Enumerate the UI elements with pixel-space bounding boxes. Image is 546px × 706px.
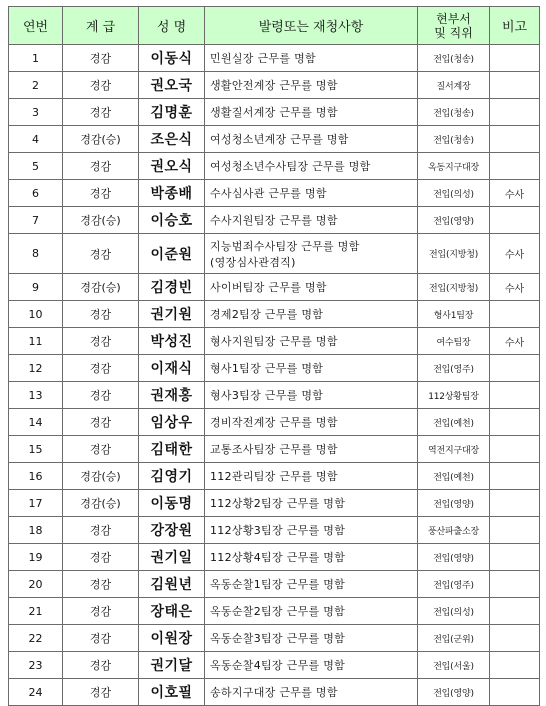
row-position: 형사1팀장 <box>418 301 490 328</box>
row-number: 17 <box>9 490 63 517</box>
row-note: 수사 <box>490 180 540 207</box>
row-description <box>205 625 418 652</box>
row-number: 15 <box>9 436 63 463</box>
row-position: 여수팀장 <box>418 328 490 355</box>
table-row <box>9 99 540 126</box>
row-note <box>490 355 540 382</box>
table-row <box>9 382 540 409</box>
personnel-table-container <box>8 6 540 706</box>
row-description-text: 경제2팀장 근무를 명함 <box>210 308 324 321</box>
table-row <box>9 436 540 463</box>
row-note <box>490 598 540 625</box>
row-number: 9 <box>9 274 63 301</box>
row-description-text: 112상황3팀장 근무를 명함 <box>210 524 346 537</box>
row-number: 10 <box>9 301 63 328</box>
table-row <box>9 490 540 517</box>
row-number: 2 <box>9 72 63 99</box>
header-no: 연번 <box>9 7 63 45</box>
row-description <box>205 45 418 72</box>
header-desc: 발령또는 재청사항 <box>205 7 418 45</box>
row-description-text: 수사심사관 근무를 명함 <box>210 187 327 200</box>
row-note <box>490 301 540 328</box>
row-description-text: 송하지구대장 근무를 명함 <box>210 686 338 699</box>
row-rank: 경감 <box>63 234 139 274</box>
row-name: 이동명 <box>139 490 205 517</box>
row-rank: 경감 <box>63 72 139 99</box>
row-position: 전입(예천) <box>418 463 490 490</box>
row-position: 전입(영주) <box>418 355 490 382</box>
row-note <box>490 72 540 99</box>
row-position: 전입(청송) <box>418 45 490 72</box>
row-number: 23 <box>9 652 63 679</box>
row-rank: 경감 <box>63 153 139 180</box>
row-position: 전입(의성) <box>418 598 490 625</box>
row-description <box>205 153 418 180</box>
row-name: 김영기 <box>139 463 205 490</box>
row-number: 22 <box>9 625 63 652</box>
row-number: 21 <box>9 598 63 625</box>
header-row <box>9 7 540 45</box>
table-row <box>9 72 540 99</box>
row-name: 이호필 <box>139 679 205 706</box>
row-description <box>205 517 418 544</box>
row-position: 전입(서울) <box>418 652 490 679</box>
row-position: 전입(군위) <box>418 625 490 652</box>
row-name: 권기일 <box>139 544 205 571</box>
row-number: 19 <box>9 544 63 571</box>
row-description <box>205 274 418 301</box>
row-note: 수사 <box>490 234 540 274</box>
row-description <box>205 490 418 517</box>
row-description-text: 옥동순찰3팀장 근무를 명함 <box>210 632 346 645</box>
row-number: 3 <box>9 99 63 126</box>
row-description-text: 생활질서계장 근무를 명함 <box>210 106 338 119</box>
row-description <box>205 382 418 409</box>
row-position: 질서계장 <box>418 72 490 99</box>
row-position: 전입(청송) <box>418 99 490 126</box>
row-note <box>490 207 540 234</box>
table-row <box>9 409 540 436</box>
row-note <box>490 544 540 571</box>
row-number: 7 <box>9 207 63 234</box>
row-name: 권오식 <box>139 153 205 180</box>
row-name: 이원장 <box>139 625 205 652</box>
row-position: 전입(영주) <box>418 571 490 598</box>
row-rank: 경감 <box>63 571 139 598</box>
personnel-table <box>8 6 540 706</box>
row-note <box>490 45 540 72</box>
row-description-text: 옥동순찰4팀장 근무를 명함 <box>210 659 346 672</box>
row-rank: 경감(승) <box>63 126 139 153</box>
row-description <box>205 598 418 625</box>
row-name: 박성진 <box>139 328 205 355</box>
header-position-line1: 현부서 <box>436 11 471 26</box>
row-description <box>205 180 418 207</box>
row-description <box>205 99 418 126</box>
table-row <box>9 126 540 153</box>
row-description-text: 형사지원팀장 근무를 명함 <box>210 335 338 348</box>
row-note: 수사 <box>490 328 540 355</box>
row-number: 24 <box>9 679 63 706</box>
row-rank: 경감 <box>63 355 139 382</box>
row-position: 전입(영양) <box>418 679 490 706</box>
row-rank: 경감 <box>63 517 139 544</box>
row-description <box>205 463 418 490</box>
row-rank: 경감(승) <box>63 490 139 517</box>
row-note <box>490 409 540 436</box>
row-description <box>205 126 418 153</box>
table-row <box>9 301 540 328</box>
row-rank: 경감 <box>63 652 139 679</box>
row-rank: 경감(승) <box>63 207 139 234</box>
row-rank: 경감 <box>63 625 139 652</box>
row-note: 수사 <box>490 274 540 301</box>
row-description-text: 교통조사팀장 근무를 명함 <box>210 443 338 456</box>
row-description <box>205 544 418 571</box>
table-row <box>9 598 540 625</box>
row-rank: 경감 <box>63 679 139 706</box>
header-position-line2: 및 직위 <box>434 25 473 40</box>
row-name: 김태한 <box>139 436 205 463</box>
row-position: 전입(예천) <box>418 409 490 436</box>
table-body <box>9 45 540 706</box>
header-note: 비고 <box>490 7 540 45</box>
row-description <box>205 234 418 274</box>
row-description-text: 여성청소년수사팀장 근무를 명함 <box>210 160 371 173</box>
row-number: 8 <box>9 234 63 274</box>
row-description-text: 112상황2팀장 근무를 명함 <box>210 497 346 510</box>
row-rank: 경감 <box>63 598 139 625</box>
row-name: 이준원 <box>139 234 205 274</box>
table-row <box>9 153 540 180</box>
row-note <box>490 625 540 652</box>
row-note <box>490 490 540 517</box>
row-description <box>205 436 418 463</box>
row-note <box>490 153 540 180</box>
row-description-text: 생활안전계장 근무를 명함 <box>210 79 338 92</box>
row-rank: 경감 <box>63 436 139 463</box>
table-row <box>9 625 540 652</box>
table-row <box>9 679 540 706</box>
header-rank: 계 급 <box>63 7 139 45</box>
table-row <box>9 234 540 274</box>
header-position <box>418 7 490 45</box>
row-name: 김원년 <box>139 571 205 598</box>
row-position: 전입(영양) <box>418 544 490 571</box>
row-description <box>205 571 418 598</box>
row-rank: 경감 <box>63 99 139 126</box>
row-note <box>490 99 540 126</box>
table-row <box>9 274 540 301</box>
row-description-subtext: (영장심사관겸직) <box>210 255 296 269</box>
row-description-text: 옥동순찰1팀장 근무를 명함 <box>210 578 346 591</box>
row-position: 전입(지방청) <box>418 274 490 301</box>
row-description-text: 수사지원팀장 근무를 명함 <box>210 214 338 227</box>
row-position: 전입(의성) <box>418 180 490 207</box>
row-description-text: 지능범죄수사팀장 근무를 명함 <box>210 239 360 253</box>
row-name: 이재식 <box>139 355 205 382</box>
row-number: 11 <box>9 328 63 355</box>
row-rank: 경감(승) <box>63 463 139 490</box>
row-description-text: 경비작전계장 근무를 명함 <box>210 416 338 429</box>
row-number: 1 <box>9 45 63 72</box>
row-description-text: 옥동순찰2팀장 근무를 명함 <box>210 605 346 618</box>
row-description <box>205 679 418 706</box>
row-number: 4 <box>9 126 63 153</box>
row-rank: 경감 <box>63 45 139 72</box>
row-name: 장태은 <box>139 598 205 625</box>
row-name: 강장원 <box>139 517 205 544</box>
row-rank: 경감(승) <box>63 274 139 301</box>
row-number: 20 <box>9 571 63 598</box>
row-description-text: 112상황4팀장 근무를 명함 <box>210 551 346 564</box>
row-rank: 경감 <box>63 382 139 409</box>
table-row <box>9 207 540 234</box>
row-position: 역전지구대장 <box>418 436 490 463</box>
row-name: 권재홍 <box>139 382 205 409</box>
row-rank: 경감 <box>63 328 139 355</box>
row-number: 5 <box>9 153 63 180</box>
table-row <box>9 544 540 571</box>
row-note <box>490 382 540 409</box>
row-description-text: 형사3팀장 근무를 명함 <box>210 389 324 402</box>
row-name: 이동식 <box>139 45 205 72</box>
row-name: 권기달 <box>139 652 205 679</box>
table-row <box>9 45 540 72</box>
row-description <box>205 328 418 355</box>
table-row <box>9 180 540 207</box>
row-position: 옥동지구대장 <box>418 153 490 180</box>
row-note <box>490 436 540 463</box>
row-name: 조은식 <box>139 126 205 153</box>
row-description <box>205 207 418 234</box>
row-note <box>490 126 540 153</box>
row-note <box>490 517 540 544</box>
table-row <box>9 463 540 490</box>
table-row <box>9 328 540 355</box>
row-number: 18 <box>9 517 63 544</box>
table-row <box>9 355 540 382</box>
row-number: 13 <box>9 382 63 409</box>
row-description <box>205 409 418 436</box>
row-name: 임상우 <box>139 409 205 436</box>
row-position: 풍산파출소장 <box>418 517 490 544</box>
row-number: 12 <box>9 355 63 382</box>
row-number: 14 <box>9 409 63 436</box>
row-rank: 경감 <box>63 409 139 436</box>
row-name: 권오국 <box>139 72 205 99</box>
row-description-text: 형사1팀장 근무를 명함 <box>210 362 324 375</box>
row-description-text: 112관리팀장 근무를 명함 <box>210 470 338 483</box>
table-row <box>9 517 540 544</box>
row-description-text: 민원실장 근무를 명함 <box>210 52 316 65</box>
row-description-text: 여성청소년계장 근무를 명함 <box>210 133 349 146</box>
row-name: 이승호 <box>139 207 205 234</box>
row-note <box>490 571 540 598</box>
row-rank: 경감 <box>63 301 139 328</box>
row-position: 112상황팀장 <box>418 382 490 409</box>
row-note <box>490 652 540 679</box>
row-note <box>490 463 540 490</box>
row-name: 김명훈 <box>139 99 205 126</box>
table-row <box>9 652 540 679</box>
row-rank: 경감 <box>63 544 139 571</box>
row-position: 전입(영양) <box>418 207 490 234</box>
row-description <box>205 72 418 99</box>
row-rank: 경감 <box>63 180 139 207</box>
row-position: 전입(청송) <box>418 126 490 153</box>
row-name: 김경빈 <box>139 274 205 301</box>
row-description <box>205 355 418 382</box>
table-row <box>9 571 540 598</box>
row-note <box>490 679 540 706</box>
row-description <box>205 301 418 328</box>
row-position: 전입(영양) <box>418 490 490 517</box>
header-name: 성 명 <box>139 7 205 45</box>
row-number: 6 <box>9 180 63 207</box>
row-name: 권기원 <box>139 301 205 328</box>
row-description <box>205 652 418 679</box>
row-name: 박종배 <box>139 180 205 207</box>
row-position: 전입(지방청) <box>418 234 490 274</box>
row-number: 16 <box>9 463 63 490</box>
row-description-text: 사이버팀장 근무를 명함 <box>210 281 327 294</box>
